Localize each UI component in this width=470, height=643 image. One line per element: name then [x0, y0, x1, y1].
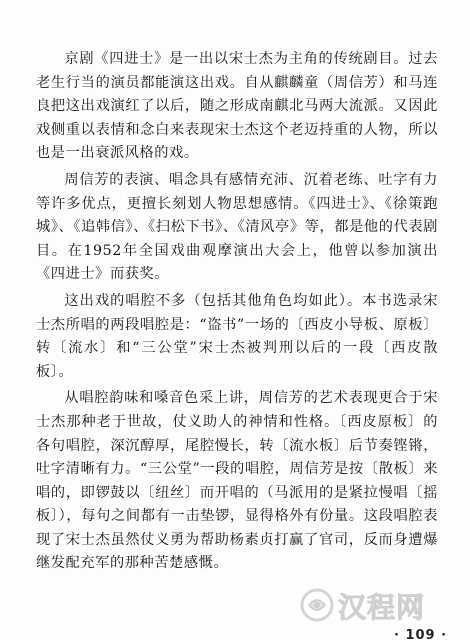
article-body: [36, 48, 438, 579]
paragraph-3: 这出戏的唱腔不多（包括其他角色均如此）。本书选录宋士杰所唱的两段唱腔是：“盗书”一场的〔西皮小导板、原板〕转〔流水〕和“三公堂”宋士杰被判刑以后的一段〔西皮散板〕。: [36, 292, 438, 380]
page-number: · 109 ·: [394, 628, 448, 643]
watermark-text: 汉程网: [338, 591, 426, 624]
paragraph-2: 周信芳的表演、唱念具有感情充沛、沉着老练、吐字有力等许多优点，更擅长刻划人物思想感情。《四进士》、《徐策跑城》、《追韩信》、《扫松下书》、《清风亭》等，都是他的代表剧目。在1952年全国戏曲观摩演出大会上，他曾以参加演出《四进士》而获奖。: [36, 171, 438, 283]
paragraph-4: 从唱腔韵味和嗓音色采上讲，周信芳的艺术表现更合于宋士杰那种老于世故，仗义助人的神情和性格。〔西皮原板〕的各句唱腔，深沉醇厚，尾腔慢长，转〔流水板〕后节奏铿锵，吐字清晰有力。“三公堂”一段的唱腔，周信芳是按〔散板〕来唱的，即锣鼓以〔纽丝〕而开唱的（马派用的是紧拉慢唱〔摇板〕），每句之间都有一击垫锣，显得格外有份量。这段唱腔表现了宋士杰虽然仗义勇为帮助杨素贞打赢了官司，反而身遭爆继发配充军的那种苦楚感慨。: [36, 390, 438, 572]
paragraph-1: 京剧《四进士》是一出以宋士杰为主角的传统剧目。过去老生行当的演员都能演这出戏。自从麒麟童（周信芳）和马连良把这出戏演红了以后，随之形成南麒北马两大流派。又因此戏侧重以表情和念白来表现宋士杰这个老迈持重的人物，所以也是一出衰派风格的戏。: [36, 51, 438, 162]
site-watermark: [300, 586, 450, 626]
hanchen-logo-icon: [300, 588, 334, 622]
